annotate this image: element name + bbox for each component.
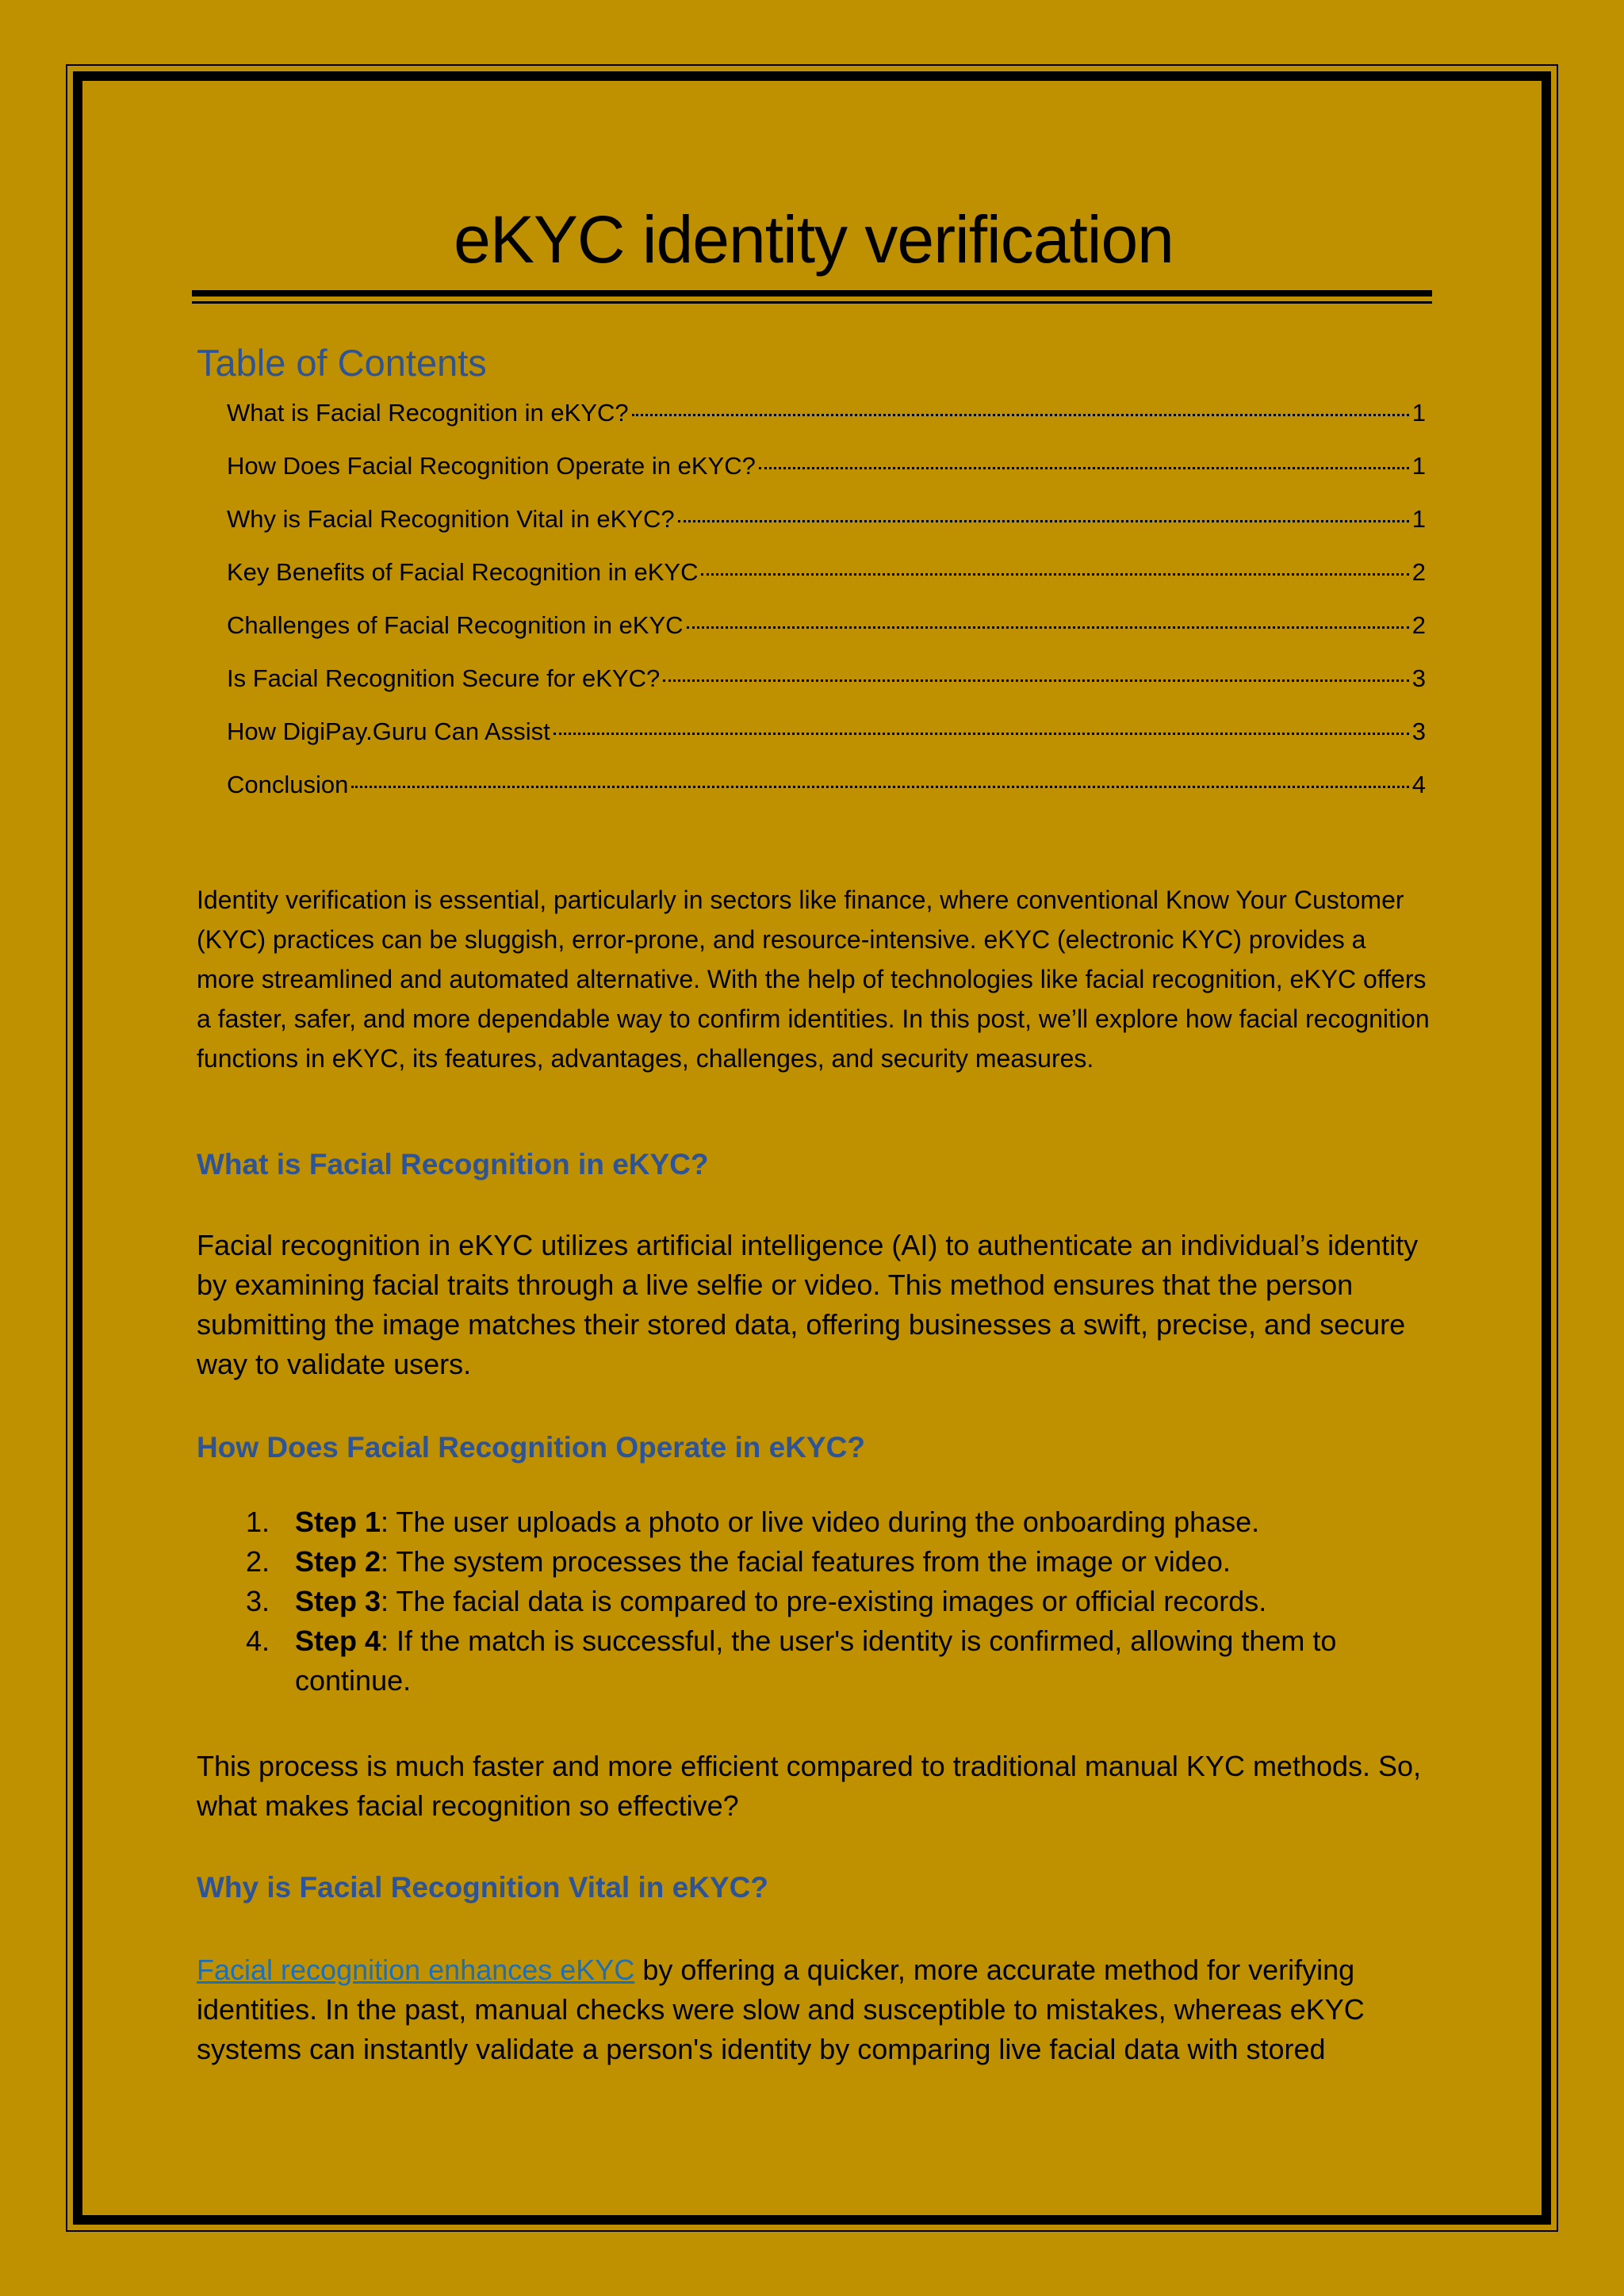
step-text: : The facial data is compared to pre-existing images or official records.: [381, 1585, 1267, 1617]
toc-entry-title: How Does Facial Recognition Operate in eKYC?: [227, 452, 756, 480]
title-underline-rule: [192, 290, 1432, 304]
toc-entry-secure[interactable]: [227, 659, 1426, 712]
step-item: [197, 1582, 1431, 1621]
toc-entry-title: How DigiPay.Guru Can Assist: [227, 718, 550, 745]
toc-entry-title: Challenges of Facial Recognition in eKYC: [227, 611, 684, 639]
toc-page-number: 2: [1411, 611, 1426, 639]
step-label: Step 2: [295, 1545, 381, 1578]
toc-entry-what-is[interactable]: [227, 393, 1426, 446]
steps-list: [197, 1502, 1431, 1701]
toc-heading: Table of Contents: [197, 342, 487, 384]
toc-entry-conclusion[interactable]: [227, 765, 1426, 818]
heading-why-vital: Why is Facial Recognition Vital in eKYC?: [197, 1871, 768, 1904]
step-text: : If the match is successful, the user's identity is confirmed, allowing them to continue.: [295, 1624, 1337, 1697]
heading-what-is: What is Facial Recognition in eKYC?: [197, 1148, 709, 1181]
step-number: 3.: [246, 1585, 270, 1617]
toc-entry-title: Is Facial Recognition Secure for eKYC?: [227, 664, 661, 692]
heading-how-operate: How Does Facial Recognition Operate in eKYC?: [197, 1431, 865, 1464]
toc-dot-leader: [678, 520, 1409, 522]
step-label: Step 1: [295, 1506, 381, 1538]
process-summary-paragraph: This process is much faster and more efficient compared to traditional manual KYC methods. So, what makes facial recognition so effective?: [197, 1750, 1422, 1822]
step-label: Step 4: [295, 1624, 381, 1657]
toc-page-number: 3: [1411, 718, 1426, 745]
toc-page-number: 2: [1411, 558, 1426, 586]
toc-page-number: 3: [1411, 664, 1426, 692]
toc-dot-leader: [687, 626, 1409, 629]
step-number: 2.: [246, 1545, 270, 1578]
step-number: 1.: [246, 1506, 270, 1538]
document-body: [197, 198, 1431, 2065]
step-label: Step 3: [295, 1585, 381, 1617]
toc-page-number: 1: [1411, 505, 1426, 533]
toc-page-number: 4: [1411, 771, 1426, 798]
step-text: : The user uploads a photo or live video during the onboarding phase.: [381, 1506, 1260, 1538]
toc-dot-leader: [632, 414, 1409, 416]
step-number: 4.: [246, 1624, 270, 1657]
document-title: eKYC identity verification: [454, 202, 1174, 277]
toc-entry-title: Conclusion: [227, 771, 349, 798]
toc-entry-key-benefits[interactable]: [227, 553, 1426, 606]
toc-dot-leader: [663, 679, 1409, 682]
toc-entry-why-vital[interactable]: [227, 499, 1426, 553]
what-is-paragraph: Facial recognition in eKYC utilizes artificial intelligence (AI) to authenticate an individual’s identity by examining facial traits through a live selfie or video. This method ensures that the person submitting the image matches their stored data, offering businesses a swift, precise, and secure way to validate users.: [197, 1229, 1419, 1380]
why-vital-text: by offering a quicker, more accurate method for verifying identities. In the past, manual checks were slow and susceptible to mistakes, whereas eKYC systems can instantly validate a person's identity by comparing live facial data with stored: [197, 1954, 1365, 2065]
toc-entry-digipay-assist[interactable]: [227, 712, 1426, 765]
toc-entry-title: What is Facial Recognition in eKYC?: [227, 399, 629, 427]
step-item: [197, 1542, 1431, 1582]
step-item: [197, 1502, 1431, 1542]
why-vital-paragraph: [197, 1950, 1431, 2069]
toc-page-number: 1: [1411, 452, 1426, 480]
toc-entry-how-operate[interactable]: [227, 446, 1426, 499]
toc-page-number: 1: [1411, 399, 1426, 427]
toc-dot-leader: [351, 786, 1408, 788]
step-item: [197, 1621, 1431, 1701]
toc-dot-leader: [553, 733, 1409, 735]
toc-entry-challenges[interactable]: [227, 606, 1426, 659]
toc-entry-title: Why is Facial Recognition Vital in eKYC?: [227, 505, 675, 533]
toc-dot-leader: [701, 573, 1408, 576]
table-of-contents: [227, 393, 1426, 818]
facial-recognition-link[interactable]: Facial recognition enhances eKYC: [197, 1954, 635, 1986]
toc-entry-title: Key Benefits of Facial Recognition in eKYC: [227, 558, 699, 586]
step-text: : The system processes the facial features from the image or video.: [381, 1545, 1231, 1578]
toc-dot-leader: [759, 467, 1409, 469]
intro-paragraph: Identity verification is essential, particularly in sectors like finance, where conventional Know Your Customer (KYC) practices can be sluggish, error-prone, and resource-intensive. eKYC (electronic KYC) provides a more streamlined and automated alternative. With the help of technologies like facial recognition, eKYC offers a faster, safer, and more dependable way to confirm identities. In this post, we’ll explore how facial recognition functions in eKYC, its features, advantages, challenges, and security measures.: [197, 886, 1430, 1073]
